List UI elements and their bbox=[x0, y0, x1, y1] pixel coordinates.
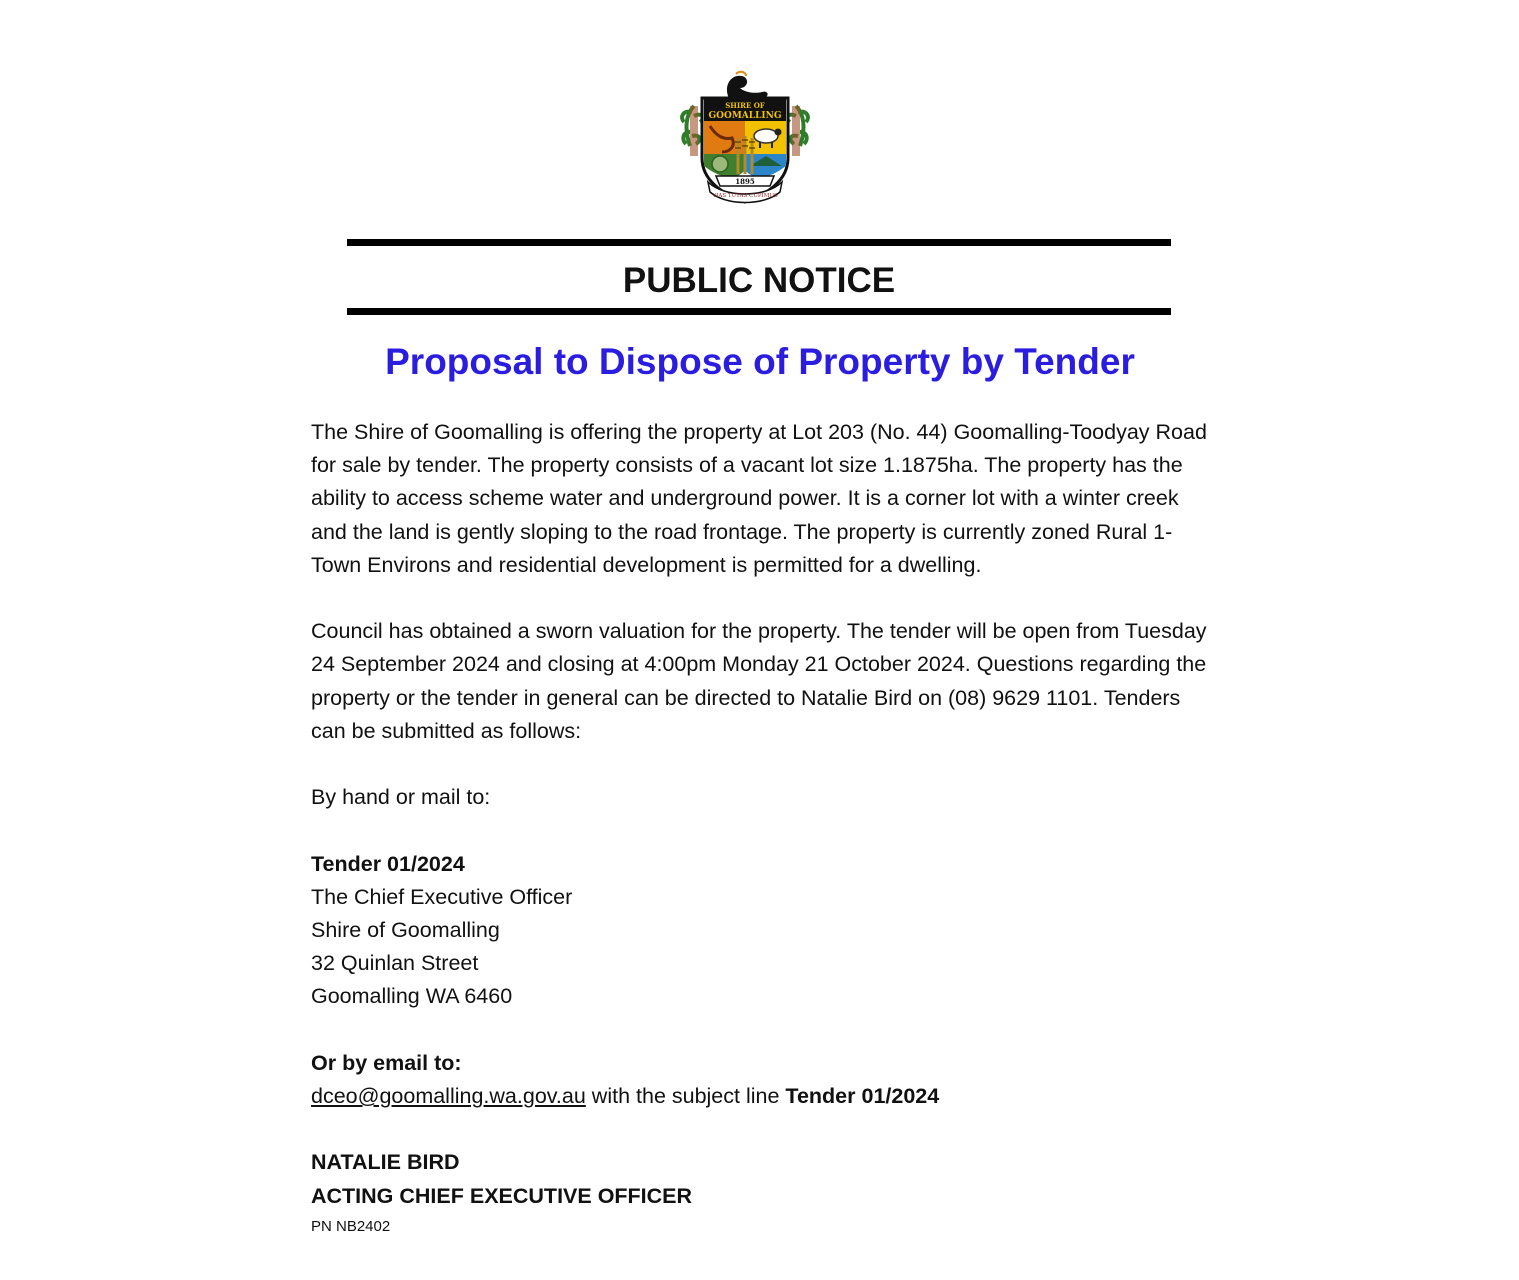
email-subject-text: with the subject line bbox=[585, 1084, 786, 1108]
public-notice-heading: PUBLIC NOTICE bbox=[622, 261, 896, 300]
email-link[interactable]: dceo@goomalling.wa.gov.au bbox=[311, 1084, 586, 1108]
tender-reference: Tender 01/2024 bbox=[311, 851, 465, 876]
signatory-title: ACTING CHIEF EXECUTIVE OFFICER bbox=[311, 1183, 693, 1208]
header-rule-bottom bbox=[347, 308, 1171, 315]
address-line-town: Goomalling WA 6460 bbox=[311, 984, 513, 1009]
address-line-street: 32 Quinlan Street bbox=[311, 951, 479, 976]
svg-text:GOOMALLING: GOOMALLING bbox=[708, 111, 782, 121]
email-block bbox=[311, 1047, 1216, 1113]
email-subject-reference: Tender 01/2024 bbox=[785, 1084, 940, 1108]
shire-crest-logo bbox=[680, 66, 810, 208]
property-description-paragraph: The Shire of Goomalling is offering the property at Lot 203 (No. 44) Goomalling-Toodyay Road for sale by tender. The property consists of a vacant lot size 1.1875ha. The property has the ability to access scheme water and underground power. It is a corner lot with a winter creek and the land is gently sloping to the road frontage. The property is currently zoned Rural 1-Town Environs and residential development is permitted for a dwelling. bbox=[311, 420, 1207, 577]
svg-text:1895: 1895 bbox=[735, 177, 755, 186]
notice-body bbox=[311, 416, 1216, 1239]
svg-text:VIAS TUTAS CUPIMUS: VIAS TUTAS CUPIMUS bbox=[712, 193, 778, 199]
email-heading: Or by email to: bbox=[311, 1050, 462, 1075]
email-line bbox=[311, 1080, 1216, 1113]
postal-address-block bbox=[311, 848, 1216, 1014]
notice-reference-code: PN NB2402 bbox=[311, 1217, 391, 1235]
address-line-recipient: The Chief Executive Officer bbox=[311, 884, 573, 909]
header-rule-top bbox=[347, 239, 1171, 246]
tender-details-paragraph: Council has obtained a sworn valuation for the property. The tender will be open from Tuesday 24 September 2024 and closing at 4:00pm Monday 21 October 2024. Questions regarding the property or the tender in general can be directed to Natalie Bird on (08) 9629 1101. Tenders can be submitted as follows: bbox=[311, 619, 1207, 743]
svg-text:SHIRE OF: SHIRE OF bbox=[725, 101, 765, 110]
signature-block bbox=[311, 1146, 1216, 1238]
address-line-organisation: Shire of Goomalling bbox=[311, 918, 500, 942]
signatory-name: NATALIE BIRD bbox=[311, 1150, 460, 1175]
notice-main-title: Proposal to Dispose of Property by Tender bbox=[385, 341, 1135, 382]
hand-mail-intro: By hand or mail to: bbox=[311, 785, 491, 810]
